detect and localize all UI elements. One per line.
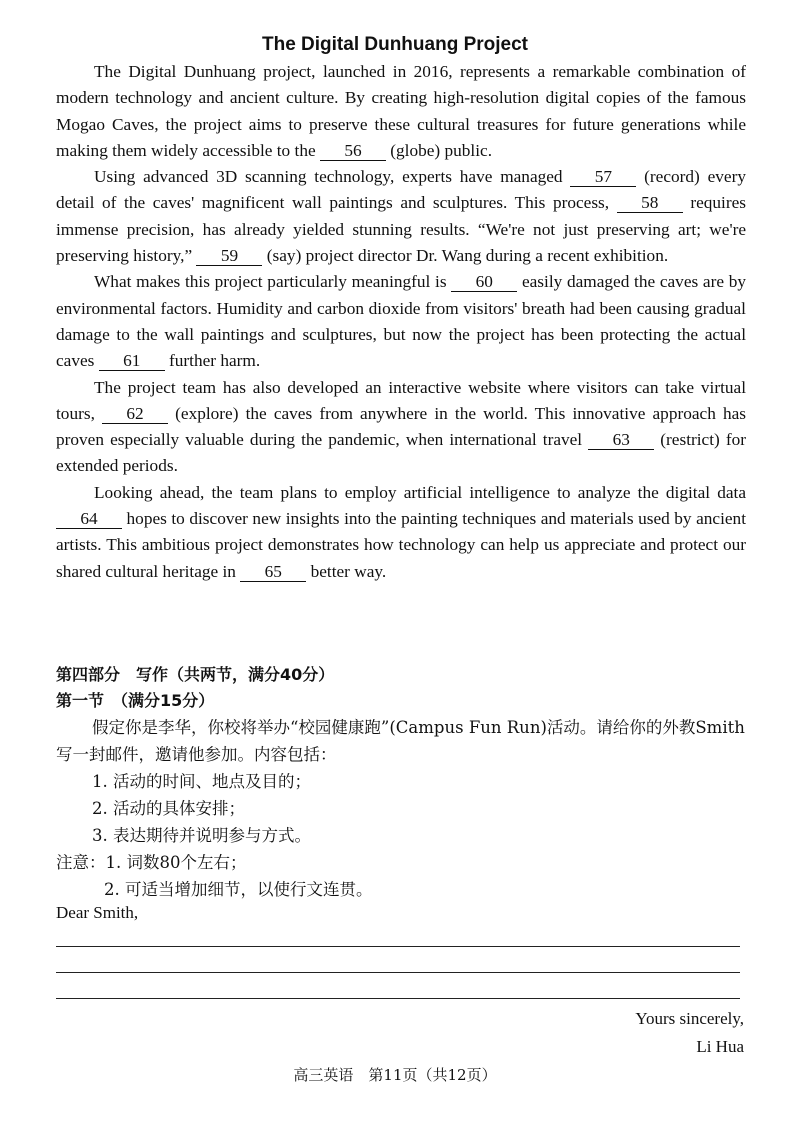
paragraph-4: The project team has also developed an interactive website where visitors can take virtual tours, 62 (explore) the caves from anywhere in the world. This innovative approach has proven especially valuable during the pandemic, when international travel 63 (restrict) for extended periods. (56, 377, 747, 476)
answer-line[interactable] (56, 972, 740, 973)
passage-title: The Digital Dunhuang Project (261, 34, 528, 55)
writing-section (56, 662, 756, 903)
section-heading: 第一节 （满分15分） (56, 691, 215, 710)
blank-60[interactable]: 60 (451, 272, 517, 292)
blank-62[interactable]: 62 (102, 404, 168, 424)
blank-59[interactable]: 59 (196, 246, 262, 266)
passage-body (56, 59, 746, 585)
paragraph-1: The Digital Dunhuang project, launched in 2016, represents a remarkable combination of modern technology and ancient culture. By creating high-resolution digital copies of the famous Mogao Caves, the project aims to preserve these cultural treasures for future generations while making them widely accessible to the 56 (globe) public. (56, 62, 746, 160)
letter-signature: Li Hua (696, 1037, 744, 1056)
blank-58[interactable]: 58 (617, 193, 683, 213)
note-2: 2. 可适当增加细节，以使行文连贯。 (104, 880, 373, 899)
letter-closing: Yours sincerely, (635, 1009, 744, 1028)
blank-64[interactable]: 64 (56, 509, 122, 529)
blank-57[interactable]: 57 (570, 167, 636, 187)
letter-closing-block (635, 1005, 744, 1061)
note-1: 注意：1. 词数80个左右； (56, 853, 247, 872)
answer-line[interactable] (56, 946, 740, 947)
page-footer: 高三英语 第11页（共12页） (293, 1066, 497, 1084)
paragraph-2: Using advanced 3D scanning technology, experts have managed 57 (record) every detail of the caves' magnificent wall paintings and sculptures. This process, 58 requires immense precision, has already yielded stunning results. “We're not just preserving art; we're preserving history,” 59 (say) project director Dr. Wang during a recent exhibition. (56, 167, 746, 266)
part-heading: 第四部分 写作（共两节，满分40分） (56, 665, 335, 684)
paragraph-5: Looking ahead, the team plans to employ artificial intelligence to analyze the digital data 64 hopes to discover new insights into the painting techniques and materials used by ancient artists. This ambitious project demonstrates how technology can help us appreciate and protect our shared cultural heritage in 65 better way. (56, 482, 746, 581)
blank-56[interactable]: 56 (320, 141, 386, 161)
requirement-item: 1. 活动的时间、地点及目的； (92, 772, 311, 791)
writing-prompt: 假定你是李华，你校将举办“校园健康跑”(Campus Fun Run)活动。请给你的外教Smith写一封邮件，邀请他参加。内容包括： (56, 718, 745, 764)
answer-line[interactable] (56, 998, 740, 999)
blank-65[interactable]: 65 (240, 562, 306, 582)
paragraph-3: What makes this project particularly meaningful is 60 easily damaged the caves are by environmental factors. Humidity and carbon dioxide from visitors' breath had been causing gradual damage to the wall paintings and sculptures, but now the project has been protecting the actual caves 61 further harm. (56, 272, 746, 371)
requirement-item: 3. 表达期待并说明参与方式。 (92, 826, 311, 845)
letter-greeting: Dear Smith, (56, 903, 139, 922)
blank-63[interactable]: 63 (588, 430, 654, 450)
blank-61[interactable]: 61 (99, 351, 165, 371)
requirement-item: 2. 活动的具体安排； (92, 799, 245, 818)
